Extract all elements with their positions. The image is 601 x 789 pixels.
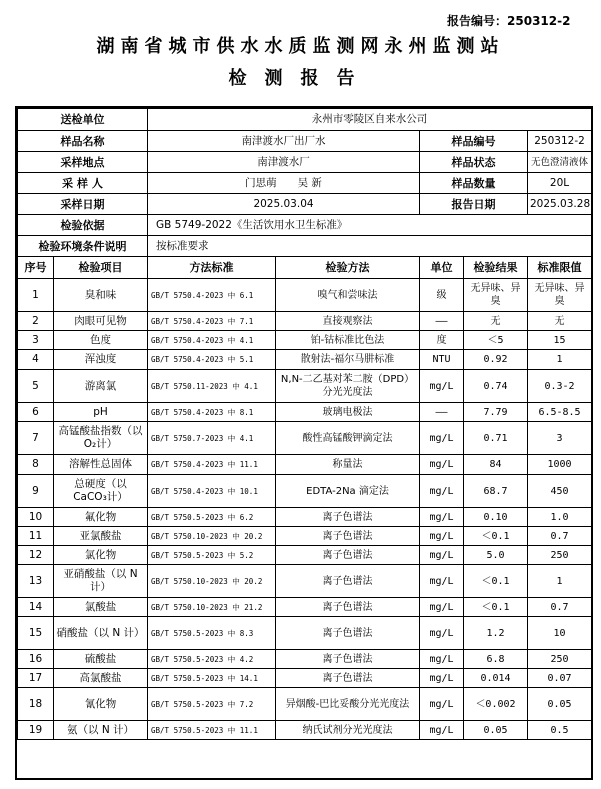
- report-date-value: 2025.03.28: [528, 194, 592, 215]
- cell-unit: mg/L: [420, 422, 464, 455]
- cell-unit: mg/L: [420, 721, 464, 740]
- cell-method: 离子色谱法: [276, 508, 420, 527]
- cell-no: 18: [18, 688, 54, 721]
- cell-unit: NTU: [420, 350, 464, 370]
- cell-result: 0.74: [464, 370, 528, 403]
- env-value: 按标准要求: [148, 236, 592, 257]
- cell-std: GB/T 5750.5-2023 中 14.1: [148, 669, 276, 688]
- info-row-send-unit: [18, 109, 592, 131]
- cell-result: 无异味、异臭: [464, 279, 528, 312]
- sample-no-value: 250312-2: [528, 131, 592, 152]
- cell-no: 5: [18, 370, 54, 403]
- cell-std: GB/T 5750.4-2023 中 6.1: [148, 279, 276, 312]
- cell-no: 17: [18, 669, 54, 688]
- report-number: [447, 12, 570, 29]
- cell-method: EDTA-2Na 滴定法: [276, 475, 420, 508]
- cell-unit: mg/L: [420, 546, 464, 565]
- cell-std: GB/T 5750.4-2023 中 4.1: [148, 331, 276, 350]
- info-row-sampler: [18, 173, 592, 194]
- cell-item: 溶解性总固体: [54, 455, 148, 475]
- cell-no: 15: [18, 617, 54, 650]
- cell-method: 酸性高锰酸钾滴定法: [276, 422, 420, 455]
- sampler-value: 门思萌 吴 新: [148, 173, 420, 194]
- cell-limit: 250: [528, 650, 592, 669]
- cell-limit: 10: [528, 617, 592, 650]
- cell-method: 离子色谱法: [276, 669, 420, 688]
- cell-result: 0.71: [464, 422, 528, 455]
- table-row: [18, 350, 592, 370]
- table-row: [18, 650, 592, 669]
- cell-item: 亚硝酸盐（以 N 计）: [54, 565, 148, 598]
- table-row: [18, 508, 592, 527]
- cell-result: 无: [464, 312, 528, 331]
- cell-item: 臭和味: [54, 279, 148, 312]
- cell-unit: 级: [420, 279, 464, 312]
- cell-result: ＜0.1: [464, 565, 528, 598]
- cell-limit: 无异味、异臭: [528, 279, 592, 312]
- table-row: [18, 617, 592, 650]
- cell-item: 硫酸盐: [54, 650, 148, 669]
- cell-item: 氟化物: [54, 508, 148, 527]
- cell-no: 1: [18, 279, 54, 312]
- cell-unit: mg/L: [420, 455, 464, 475]
- sampling-site-value: 南津渡水厂: [148, 152, 420, 173]
- cell-unit: mg/L: [420, 617, 464, 650]
- report-number-label: 报告编号：: [447, 14, 508, 28]
- cell-method: 直接观察法: [276, 312, 420, 331]
- report-subtitle: 检测报告: [228, 68, 373, 89]
- cell-std: GB/T 5750.4-2023 中 5.1: [148, 350, 276, 370]
- sampling-date-value: 2025.03.04: [148, 194, 420, 215]
- table-row: [18, 422, 592, 455]
- table-row: [18, 546, 592, 565]
- cell-limit: 15: [528, 331, 592, 350]
- cell-item: 氰化物: [54, 688, 148, 721]
- col-header-item: 检验项目: [54, 257, 148, 279]
- report-date-label: 报告日期: [420, 194, 528, 215]
- cell-no: 8: [18, 455, 54, 475]
- table-row: [18, 370, 592, 403]
- col-header-no: 序号: [18, 257, 54, 279]
- cell-std: GB/T 5750.5-2023 中 8.3: [148, 617, 276, 650]
- cell-result: 68.7: [464, 475, 528, 508]
- cell-std: GB/T 5750.4-2023 中 11.1: [148, 455, 276, 475]
- cell-method: 纳氏试剂分光光度法: [276, 721, 420, 740]
- cell-method: 离子色谱法: [276, 650, 420, 669]
- table-row: [18, 598, 592, 617]
- cell-result: ＜0.1: [464, 527, 528, 546]
- info-row-dates: [18, 194, 592, 215]
- cell-method: 离子色谱法: [276, 617, 420, 650]
- cell-method: 离子色谱法: [276, 565, 420, 598]
- cell-item: pH: [54, 403, 148, 422]
- cell-limit: 6.5-8.5: [528, 403, 592, 422]
- col-header-limit: 标准限值: [528, 257, 592, 279]
- cell-limit: 1: [528, 350, 592, 370]
- cell-limit: 无: [528, 312, 592, 331]
- cell-no: 11: [18, 527, 54, 546]
- cell-std: GB/T 5750.7-2023 中 4.1: [148, 422, 276, 455]
- sample-qty-value: 20L: [528, 173, 592, 194]
- cell-std: GB/T 5750.5-2023 中 7.2: [148, 688, 276, 721]
- cell-result: 0.014: [464, 669, 528, 688]
- basis-value: GB 5749-2022《生活饮用水卫生标准》: [148, 215, 592, 236]
- cell-item: 肉眼可见物: [54, 312, 148, 331]
- cell-no: 16: [18, 650, 54, 669]
- cell-limit: 250: [528, 546, 592, 565]
- cell-std: GB/T 5750.4-2023 中 7.1: [148, 312, 276, 331]
- cell-limit: 3: [528, 422, 592, 455]
- cell-no: 3: [18, 331, 54, 350]
- cell-result: 6.8: [464, 650, 528, 669]
- table-row: [18, 331, 592, 350]
- cell-result: ＜5: [464, 331, 528, 350]
- table-row: [18, 403, 592, 422]
- cell-limit: 0.07: [528, 669, 592, 688]
- cell-item: 高锰酸盐指数（以 O₂计）: [54, 422, 148, 455]
- cell-item: 浑浊度: [54, 350, 148, 370]
- table-row: [18, 565, 592, 598]
- cell-no: 7: [18, 422, 54, 455]
- cell-result: 7.79: [464, 403, 528, 422]
- cell-std: GB/T 5750.11-2023 中 4.1: [148, 370, 276, 403]
- cell-item: 氯化物: [54, 546, 148, 565]
- sample-no-label: 样品编号: [420, 131, 528, 152]
- sample-name-label: 样品名称: [18, 131, 148, 152]
- cell-std: GB/T 5750.10-2023 中 21.2: [148, 598, 276, 617]
- info-row-sample-name: [18, 131, 592, 152]
- env-label: 检验环境条件说明: [18, 236, 148, 257]
- sampler-label: 采 样 人: [18, 173, 148, 194]
- cell-limit: 1000: [528, 455, 592, 475]
- basis-label: 检验依据: [18, 215, 148, 236]
- cell-std: GB/T 5750.5-2023 中 11.1: [148, 721, 276, 740]
- cell-item: 氯酸盐: [54, 598, 148, 617]
- cell-limit: 450: [528, 475, 592, 508]
- cell-result: 0.10: [464, 508, 528, 527]
- cell-std: GB/T 5750.5-2023 中 6.2: [148, 508, 276, 527]
- report-number-value: 250312-2: [507, 14, 571, 28]
- cell-std: GB/T 5750.10-2023 中 20.2: [148, 565, 276, 598]
- cell-method: 嗅气和尝味法: [276, 279, 420, 312]
- cell-method: 玻璃电极法: [276, 403, 420, 422]
- cell-std: GB/T 5750.5-2023 中 5.2: [148, 546, 276, 565]
- cell-result: 5.0: [464, 546, 528, 565]
- cell-unit: 度: [420, 331, 464, 350]
- cell-no: 6: [18, 403, 54, 422]
- cell-method: 离子色谱法: [276, 598, 420, 617]
- info-row-env: [18, 236, 592, 257]
- cell-result: ＜0.1: [464, 598, 528, 617]
- cell-result: 1.2: [464, 617, 528, 650]
- table-row: [18, 669, 592, 688]
- cell-result: 84: [464, 455, 528, 475]
- cell-limit: 0.7: [528, 527, 592, 546]
- cell-result: 0.92: [464, 350, 528, 370]
- cell-unit: mg/L: [420, 669, 464, 688]
- results-body: [18, 279, 592, 740]
- report-sheet: [15, 106, 593, 780]
- sampling-site-label: 采样地点: [18, 152, 148, 173]
- cell-unit: mg/L: [420, 565, 464, 598]
- table-row: [18, 312, 592, 331]
- cell-limit: 1.0: [528, 508, 592, 527]
- cell-limit: 0.05: [528, 688, 592, 721]
- table-row: [18, 475, 592, 508]
- cell-method: 异烟酸-巴比妥酸分光光度法: [276, 688, 420, 721]
- cell-limit: 1: [528, 565, 592, 598]
- cell-no: 19: [18, 721, 54, 740]
- cell-result: ＜0.002: [464, 688, 528, 721]
- cell-unit: mg/L: [420, 370, 464, 403]
- col-header-result: 检验结果: [464, 257, 528, 279]
- info-row-basis: [18, 215, 592, 236]
- cell-no: 12: [18, 546, 54, 565]
- col-header-standard: 方法标准: [148, 257, 276, 279]
- send-unit-label: 送检单位: [18, 109, 148, 131]
- table-row: [18, 455, 592, 475]
- cell-limit: 0.5: [528, 721, 592, 740]
- col-header-method: 检验方法: [276, 257, 420, 279]
- cell-item: 硝酸盐（以 N 计）: [54, 617, 148, 650]
- report-title: 湖南省城市供水水质监测网永州监测站: [96, 36, 505, 57]
- cell-item: 高氯酸盐: [54, 669, 148, 688]
- cell-unit: ——: [420, 312, 464, 331]
- info-row-site: [18, 152, 592, 173]
- cell-std: GB/T 5750.5-2023 中 4.2: [148, 650, 276, 669]
- sample-state-label: 样品状态: [420, 152, 528, 173]
- cell-unit: mg/L: [420, 527, 464, 546]
- cell-item: 亚氯酸盐: [54, 527, 148, 546]
- sample-name-value: 南津渡水厂出厂水: [148, 131, 420, 152]
- cell-no: 9: [18, 475, 54, 508]
- cell-method: 离子色谱法: [276, 546, 420, 565]
- sampling-date-label: 采样日期: [18, 194, 148, 215]
- table-row: [18, 688, 592, 721]
- cell-limit: 0.3-2: [528, 370, 592, 403]
- cell-item: 游离氯: [54, 370, 148, 403]
- cell-unit: mg/L: [420, 650, 464, 669]
- cell-no: 4: [18, 350, 54, 370]
- cell-method: 离子色谱法: [276, 527, 420, 546]
- cell-unit: ——: [420, 403, 464, 422]
- cell-method: 散射法-福尔马肼标准: [276, 350, 420, 370]
- cell-unit: mg/L: [420, 475, 464, 508]
- table-row: [18, 721, 592, 740]
- sample-state-value: 无色澄清液体: [528, 152, 592, 173]
- cell-no: 14: [18, 598, 54, 617]
- cell-item: 色度: [54, 331, 148, 350]
- cell-item: 总硬度（以 CaCO₃计）: [54, 475, 148, 508]
- cell-result: 0.05: [464, 721, 528, 740]
- results-header-row: [18, 257, 592, 279]
- cell-method: 称量法: [276, 455, 420, 475]
- col-header-unit: 单位: [420, 257, 464, 279]
- sample-qty-label: 样品数量: [420, 173, 528, 194]
- cell-unit: mg/L: [420, 688, 464, 721]
- cell-std: GB/T 5750.4-2023 中 8.1: [148, 403, 276, 422]
- cell-no: 2: [18, 312, 54, 331]
- cell-no: 13: [18, 565, 54, 598]
- send-unit-value: 永州市零陵区自来水公司: [148, 109, 592, 131]
- report-table: [17, 108, 592, 740]
- table-row: [18, 279, 592, 312]
- table-row: [18, 527, 592, 546]
- cell-item: 氨（以 N 计）: [54, 721, 148, 740]
- cell-no: 10: [18, 508, 54, 527]
- cell-std: GB/T 5750.10-2023 中 20.2: [148, 527, 276, 546]
- cell-limit: 0.7: [528, 598, 592, 617]
- cell-method: 铂-钴标准比色法: [276, 331, 420, 350]
- cell-unit: mg/L: [420, 508, 464, 527]
- cell-method: N,N-二乙基对苯二胺（DPD）分光光度法: [276, 370, 420, 403]
- cell-std: GB/T 5750.4-2023 中 10.1: [148, 475, 276, 508]
- cell-unit: mg/L: [420, 598, 464, 617]
